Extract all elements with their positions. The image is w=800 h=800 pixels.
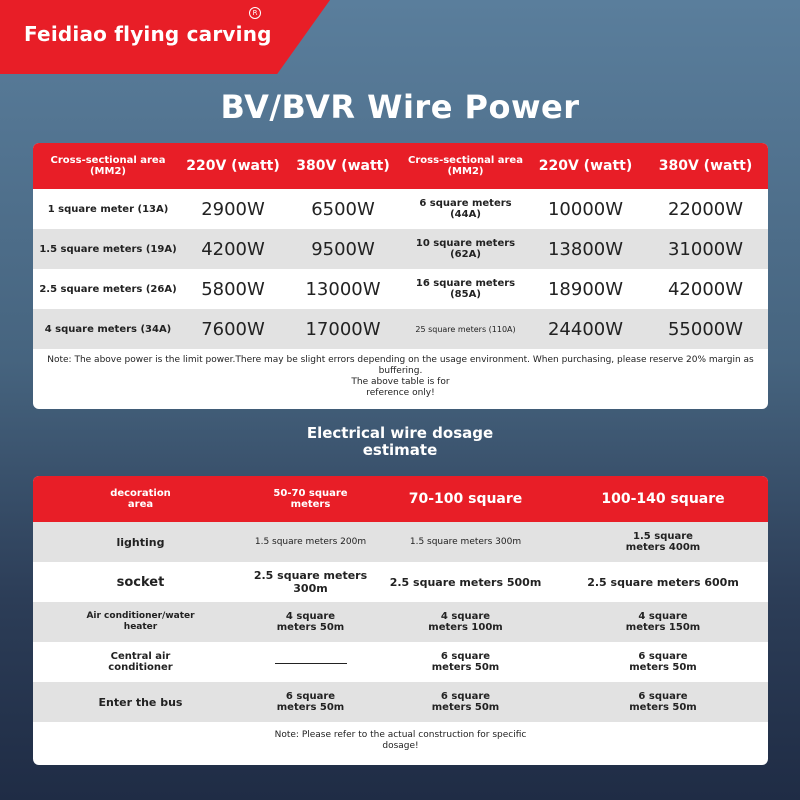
note-line: The above table is for reference only! — [351, 377, 450, 398]
table-row — [33, 562, 768, 602]
row-label: lighting — [116, 535, 165, 549]
power-cell: 6500W — [311, 198, 375, 220]
dosage-cell: 2.5 square meters 600m — [587, 575, 739, 589]
power-cell: 10000W — [547, 198, 624, 220]
header-cell: 100-140 square — [558, 476, 768, 522]
header-cell: Cross-sectional area (MM2) — [33, 143, 183, 189]
table-row — [33, 229, 768, 269]
power-table-header — [33, 143, 768, 189]
dosage-cell: 4 square meters 100m — [428, 611, 503, 633]
size-cell: 1.5 square meters (19A) — [39, 243, 177, 255]
dosage-cell: 1.5 square meters 300m — [409, 536, 522, 547]
empty-cell — [248, 642, 373, 682]
dash-line — [275, 663, 347, 664]
power-cell: 18900W — [547, 278, 624, 300]
header-cell: 380V (watt) — [283, 143, 403, 189]
dosage-cell: 6 square meters 50m — [276, 691, 345, 713]
header-cell: 220V (watt) — [528, 143, 643, 189]
table-row — [33, 269, 768, 309]
dosage-note-text: Note: Please refer to the actual construction for specific dosage! — [274, 730, 527, 751]
page-title: BV/BVR Wire Power — [220, 88, 580, 126]
row-label: Air conditioner/water heater — [86, 611, 195, 632]
size-cell: 10 square meters (62A) — [415, 238, 516, 260]
power-cell: 22000W — [667, 198, 744, 220]
power-cell: 31000W — [667, 238, 744, 260]
header-cell: 70-100 square — [373, 476, 558, 522]
dosage-title — [0, 425, 800, 459]
dosage-cell: 2.5 square meters 500m — [389, 575, 542, 589]
dosage-cell: 6 square meters 50m — [431, 651, 500, 673]
power-table-card — [33, 143, 768, 409]
power-cell: 42000W — [667, 278, 744, 300]
power-cell: 17000W — [305, 318, 381, 340]
power-cell: 5800W — [201, 278, 265, 300]
power-cell: 7600W — [201, 318, 265, 340]
power-cell: 55000W — [667, 318, 744, 340]
dosage-cell: 4 square meters 50m — [276, 611, 345, 633]
registered-mark-icon: R — [249, 7, 261, 19]
size-cell: 4 square meters (34A) — [44, 323, 172, 335]
row-label: socket — [116, 574, 165, 590]
dosage-cell: 1.5 square meters 200m — [254, 536, 367, 547]
table-row — [33, 602, 768, 642]
table-row — [33, 522, 768, 562]
table-row — [33, 682, 768, 722]
power-cell: 24400W — [547, 318, 624, 340]
row-label: Central air conditioner — [108, 651, 173, 673]
power-cell: 4200W — [201, 238, 265, 260]
dosage-title-text: Electrical wire dosage estimate — [306, 424, 494, 459]
header-cell: 50-70 square meters — [248, 476, 373, 522]
dosage-cell: 6 square meters 50m — [629, 691, 697, 713]
header-cell: 380V (watt) — [643, 143, 768, 189]
brand-name: Feidiao flying carving — [24, 22, 272, 46]
dosage-cell: 4 square meters 150m — [625, 611, 701, 633]
power-cell: 13000W — [305, 278, 381, 300]
table-row — [33, 309, 768, 349]
dosage-note — [33, 722, 768, 752]
power-cell: 9500W — [311, 238, 375, 260]
size-cell: 2.5 square meters (26A) — [39, 283, 177, 295]
dosage-cell: 6 square meters 50m — [431, 691, 500, 713]
power-cell: 2900W — [201, 198, 265, 220]
power-table-note — [33, 349, 768, 399]
size-cell: 25 square meters (110A) — [415, 324, 516, 334]
power-table — [33, 143, 768, 349]
dosage-table — [33, 476, 768, 722]
table-row — [33, 189, 768, 229]
size-cell: 6 square meters (44A) — [419, 198, 512, 220]
size-cell: 16 square meters (85A) — [415, 278, 516, 300]
note-line: Note: The above power is the limit power.There may be slight errors depending on the usage environment. When purchasing, please reserve 20% margin as buffering. — [47, 355, 754, 376]
dosage-table-card — [33, 476, 768, 765]
row-label: Enter the bus — [98, 695, 183, 709]
dosage-cell: 2.5 square meters 300m — [253, 569, 368, 595]
size-cell: 1 square meter (13A) — [47, 203, 169, 215]
dosage-cell: 6 square meters 50m — [629, 651, 697, 673]
header-cell: Cross-sectional area (MM2) — [403, 143, 528, 189]
header-cell: decoration area — [33, 476, 248, 522]
dosage-cell: 1.5 square meters 400m — [625, 531, 701, 553]
dosage-table-header — [33, 476, 768, 522]
table-row — [33, 642, 768, 682]
header-cell: 220V (watt) — [183, 143, 283, 189]
power-cell: 13800W — [547, 238, 624, 260]
